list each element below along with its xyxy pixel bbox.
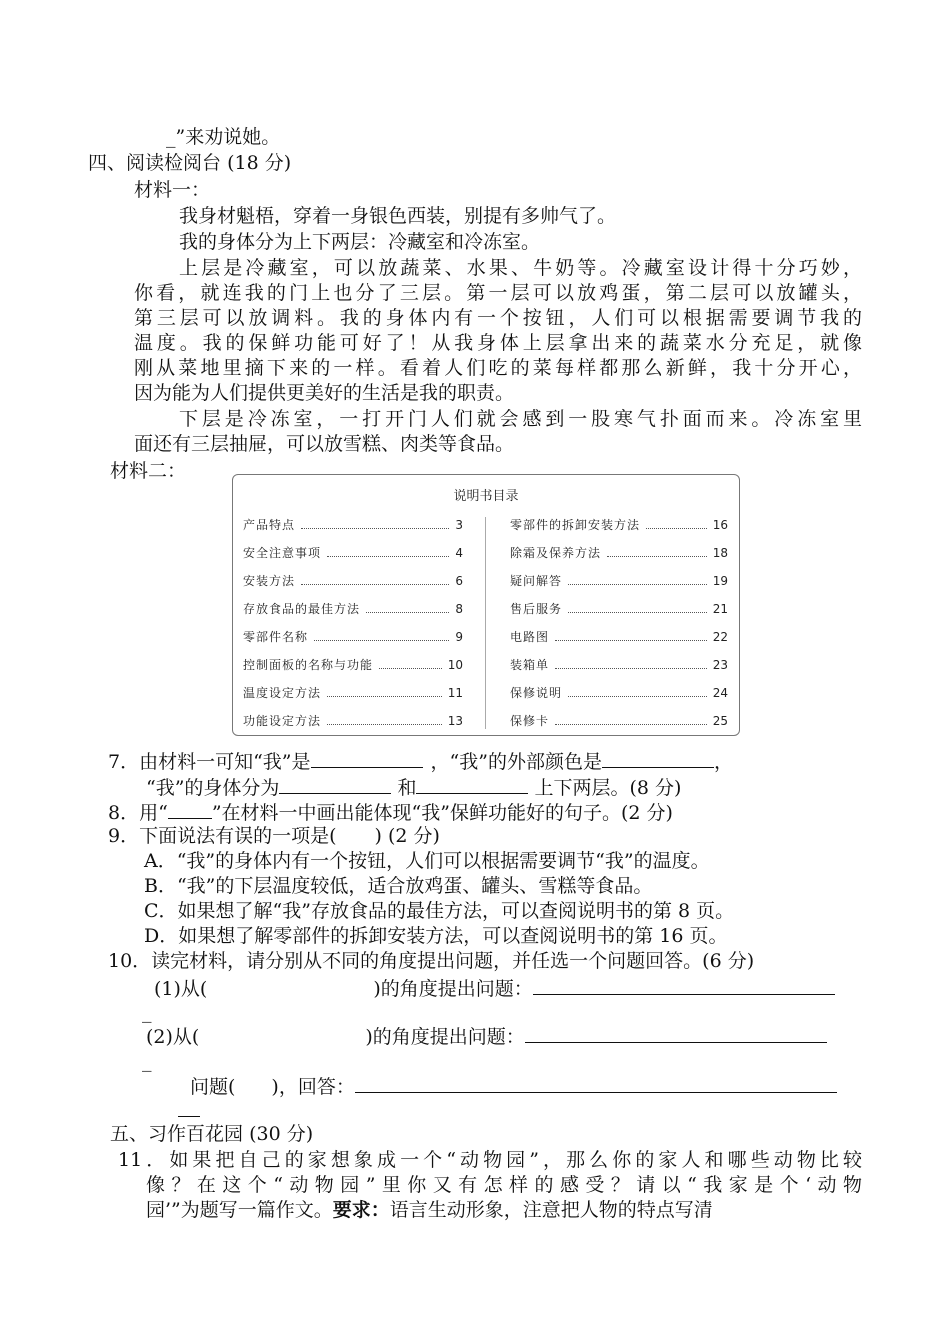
section-4-title: 四、阅读检阅台 [88, 152, 222, 174]
material-1-line: 因为能为人们提供更美好的生活是我的职责。 [134, 382, 515, 404]
toc-entry [510, 517, 728, 533]
q10-text: )，回答： [271, 1076, 355, 1098]
material-1-line: 我身材魁梧，穿着一身银色西装，别提有多帅气了。 [179, 205, 617, 227]
q11-requirement-label: 要求： [332, 1199, 390, 1221]
toc-entry [510, 629, 728, 645]
q8-text: ”在材料一中画出能体现“我”保鲜功能好的句子。(2 分) [211, 802, 673, 824]
toc-leader [327, 556, 449, 557]
toc-entry-page: 22 [712, 630, 728, 644]
toc-entry-page: 11 [447, 686, 463, 700]
q8-text: 8．用“ [108, 802, 168, 824]
q10-dash: _ [142, 1050, 152, 1072]
material-2-label: 材料二： [110, 460, 187, 482]
q7-text: 上下两层。(8 分) [534, 777, 682, 799]
toc-entry-label: 保修卡 [510, 714, 550, 728]
q10-trailing-blank[interactable] [178, 1096, 200, 1117]
q10-text: (2)从( [146, 1026, 200, 1048]
section-5-title: 五、习作百花园 [110, 1123, 244, 1145]
material-1-line: 面还有三层抽屉，可以放雪糕、肉类等食品。 [134, 433, 515, 455]
toc-leader [327, 724, 442, 725]
toc-entry-page: 8 [455, 602, 463, 616]
q8-underline-sample [168, 798, 212, 819]
toc-entry-label: 控制面板的名称与功能 [243, 658, 374, 672]
q7-text: ， [713, 751, 733, 773]
top-line: _”来劝说她。 [166, 126, 281, 148]
question-10-part-2 [146, 1022, 827, 1050]
question-9-option[interactable]: C．如果想了解“我”存放食品的最佳方法，可以查阅说明书的第 8 页。 [144, 900, 735, 922]
toc-entry-page: 16 [712, 518, 728, 532]
material-1-line: 温度。我的保鲜功能可好了！从我身体上层拿出来的蔬菜水分充足，就像 [134, 332, 862, 354]
toc-leader [366, 612, 449, 613]
toc-entry [510, 573, 728, 589]
toc-entry-label: 功能设定方法 [243, 714, 322, 728]
toc-entry-page: 9 [455, 630, 463, 644]
q7-text: 和 [397, 777, 417, 799]
question-11-line: 11．如果把自己的家想象成一个“动物园”，那么你的家人和哪些动物比较 [118, 1149, 862, 1171]
toc-entry [510, 657, 728, 673]
toc-entry-label: 零部件的拆卸安装方法 [510, 518, 641, 532]
q7-answer-blank[interactable] [311, 747, 423, 768]
toc-divider [485, 517, 486, 729]
toc-leader [568, 584, 707, 585]
toc-leader [568, 612, 707, 613]
q7-text: “我”的身体分为 [146, 777, 280, 799]
q10-text: )的角度提出问题： [365, 1026, 525, 1048]
material-1-label: 材料一： [134, 179, 211, 201]
toc-entry [243, 685, 463, 701]
toc-entry [510, 545, 728, 561]
toc-entry [243, 517, 463, 533]
toc-leader [314, 640, 449, 641]
toc-leader [555, 640, 707, 641]
toc-leader [607, 556, 707, 557]
material-1-line: 下层是冷冻室，一打开门人们就会感到一股寒气扑面而来。冷冻室里 [179, 408, 862, 430]
toc-entry-page: 24 [712, 686, 728, 700]
question-8 [108, 798, 673, 826]
toc-entry-label: 售后服务 [510, 602, 563, 616]
toc-entry-page: 13 [447, 714, 463, 728]
material-1-line: 第三层可以放调料。我的身体内有一个按钮，人们可以根据需要调节我的 [134, 307, 862, 329]
toc-leader [555, 724, 707, 725]
toc-entry [243, 713, 463, 729]
section-5-heading [110, 1121, 313, 1147]
q10-dash: _ [142, 1001, 152, 1023]
question-10-stem: 10．读完材料，请分别从不同的角度提出问题，并任选一个问题回答。(6 分) [108, 950, 755, 972]
toc-entry-page: 3 [455, 518, 463, 532]
toc-entry-label: 除霜及保养方法 [510, 546, 602, 560]
toc-leader [646, 528, 707, 529]
toc-leader [301, 528, 449, 529]
toc-title: 说明书目录 [453, 489, 519, 504]
q7-text: 7．由材料一可知“我”是 [108, 751, 311, 773]
section-4-heading [88, 150, 291, 176]
toc-entry-page: 23 [712, 658, 728, 672]
toc-entry [243, 629, 463, 645]
toc-entry-label: 安全注意事项 [243, 546, 322, 560]
toc-entry-page: 18 [712, 546, 728, 560]
toc-leader [568, 696, 707, 697]
material-1-line: 上层是冷藏室，可以放蔬菜、水果、牛奶等。冷藏室设计得十分巧妙， [179, 257, 862, 279]
q10-answer-blank[interactable] [525, 1022, 827, 1043]
q10-answer-blank[interactable] [533, 974, 835, 995]
question-11-line: 像？在这个“动物园”里你又有怎样的感受？请以“我家是个‘动物 [146, 1174, 862, 1196]
q10-text: )的角度提出问题： [373, 978, 533, 1000]
toc-entry-label: 疑问解答 [510, 574, 563, 588]
q7-answer-blank[interactable] [416, 773, 528, 794]
q7-answer-blank[interactable] [602, 747, 714, 768]
q11-text: 园’”为题写一篇作文。 [146, 1199, 333, 1221]
toc-entry-label: 电路图 [510, 630, 550, 644]
q11-text: 语言生动形象，注意把人物的特点写清 [389, 1199, 713, 1221]
toc-entry-page: 21 [712, 602, 728, 616]
toc-entry-page: 25 [712, 714, 728, 728]
material-1-line: 我的身体分为上下两层：冷藏室和冷冻室。 [179, 231, 541, 253]
toc-entry-label: 零部件名称 [243, 630, 309, 644]
toc-leader [327, 696, 442, 697]
question-10-part-1 [154, 974, 835, 1002]
toc-entry-label: 产品特点 [243, 518, 296, 532]
question-9-option[interactable]: B．“我”的下层温度较低，适合放鸡蛋、罐头、雪糕等食品。 [144, 875, 653, 897]
material-1-line: 你看，就连我的门上也分了三层。第一层可以放鸡蛋，第二层可以放罐头， [134, 282, 862, 304]
toc-entry-page: 19 [712, 574, 728, 588]
material-1-line: 刚从菜地里摘下来的一样。看着人们吃的菜每样都那么新鲜，我十分开心， [134, 357, 862, 379]
section-5-score: (30 分) [249, 1123, 314, 1145]
toc-entry-page: 6 [455, 574, 463, 588]
manual-toc [232, 474, 740, 736]
q10-text: 问题( [190, 1076, 236, 1098]
toc-leader [555, 668, 707, 669]
q10-text: (1)从( [154, 978, 208, 1000]
question-11-line [146, 1197, 713, 1223]
q7-text: ，“我”的外部颜色是 [430, 751, 602, 773]
toc-leader [301, 584, 449, 585]
toc-entry-label: 保修说明 [510, 686, 563, 700]
toc-entry-label: 温度设定方法 [243, 686, 322, 700]
question-10-part-3 [190, 1072, 837, 1100]
toc-entry-page: 4 [455, 546, 463, 560]
toc-entry-label: 存放食品的最佳方法 [243, 602, 361, 616]
question-7-line-2 [146, 773, 681, 801]
question-9-option[interactable]: A．“我”的身体内有一个按钮，人们可以根据需要调节“我”的温度。 [144, 850, 710, 872]
toc-entry [510, 685, 728, 701]
toc-entry [243, 545, 463, 561]
toc-entry-page: 10 [447, 658, 463, 672]
q7-answer-blank[interactable] [279, 773, 391, 794]
toc-entry [510, 601, 728, 617]
section-4-score: (18 分) [227, 152, 292, 174]
question-9-option[interactable]: D．如果想了解零部件的拆卸安装方法，可以查阅说明书的第 16 页。 [144, 925, 728, 947]
question-9-stem: 9．下面说法有误的一项是( ) (2 分) [108, 825, 440, 847]
toc-entry [243, 657, 463, 673]
toc-entry [510, 713, 728, 729]
q10-answer-blank[interactable] [355, 1072, 837, 1093]
toc-entry-label: 装箱单 [510, 658, 550, 672]
toc-entry [243, 573, 463, 589]
toc-entry-label: 安装方法 [243, 574, 296, 588]
toc-entry [243, 601, 463, 617]
question-7-line-1 [108, 747, 733, 775]
toc-leader [379, 668, 442, 669]
